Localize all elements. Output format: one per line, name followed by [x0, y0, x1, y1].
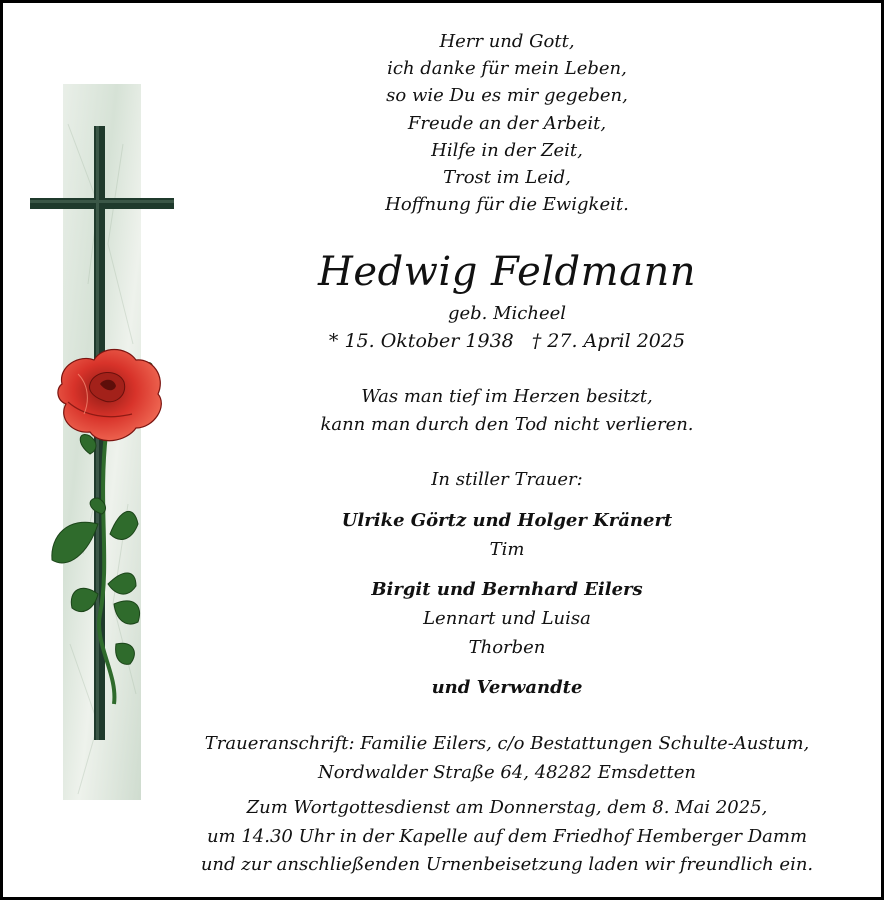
mourning-label: In stiller Trauer:: [431, 469, 583, 490]
rose-bloom: [58, 350, 161, 441]
family-member: Thorben: [468, 637, 546, 658]
family-group: [150, 575, 864, 662]
poem-line: Trost im Leid,: [443, 167, 571, 189]
poem-line: so wie Du es mir gegeben,: [386, 85, 628, 107]
mourning-address: [150, 730, 864, 787]
quote-line: kann man durch den Tod nicht verlieren.: [320, 413, 694, 435]
family-heads: Ulrike Görtz und Holger Kränert: [341, 510, 673, 531]
poem-line: Hoffnung für die Ewigkeit.: [385, 194, 629, 216]
family-group: [150, 506, 864, 564]
deceased-name: Hedwig Feldmann: [318, 249, 696, 295]
poem-block: [150, 28, 864, 218]
service-line: um 14.30 Uhr in der Kapelle auf dem Friedhof Hemberger Damm: [206, 825, 808, 847]
service-line: und zur anschließenden Urnenbeisetzung laden wir freundlich ein.: [200, 854, 814, 875]
poem-line: Hilfe in der Zeit,: [431, 139, 583, 161]
family-heads: Birgit und Bernhard Eilers: [371, 579, 643, 600]
relatives-line: und Verwandte: [431, 677, 583, 698]
address-line: Traueranschrift: Familie Eilers, c/o Bestattungen Schulte-Austum,: [204, 733, 810, 754]
quote-block: [150, 383, 864, 438]
address-line: Nordwalder Straße 64, 48282 Emsdetten: [317, 761, 697, 783]
service-line: Zum Wortgottesdienst am Donnerstag, dem 8. Mai 2025,: [246, 797, 768, 818]
poem-line: Freude an der Arbeit,: [407, 112, 607, 134]
birth-name: geb. Micheel: [447, 303, 567, 324]
family-member: Lennart und Luisa: [423, 608, 591, 629]
family-member: Tim: [489, 539, 525, 560]
service-invitation: [150, 794, 864, 880]
life-dates: [150, 327, 864, 355]
poem-line: ich danke für mein Leben,: [387, 58, 627, 80]
poem-line: Herr und Gott,: [439, 31, 575, 52]
birth-date: * 15. Oktober 1938: [328, 330, 514, 352]
quote-line: Was man tief im Herzen besitzt,: [361, 386, 653, 407]
death-date: † 27. April 2025: [531, 330, 686, 352]
